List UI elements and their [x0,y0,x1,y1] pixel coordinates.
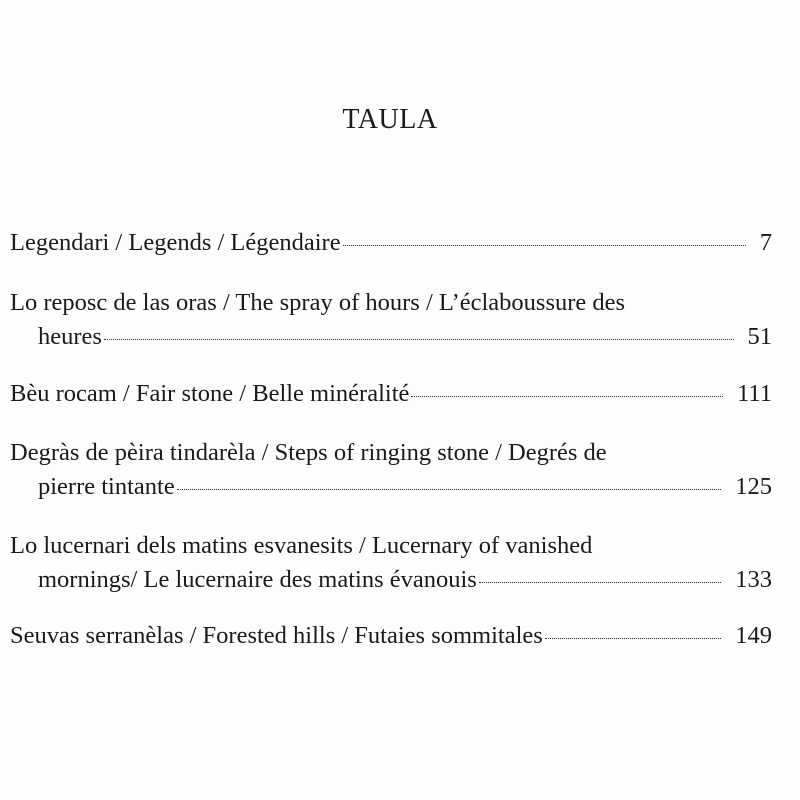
toc-entry-lo-reposc[interactable] [10,286,772,354]
toc-entry-seuvas[interactable] [10,619,772,653]
page-number: 111 [737,380,772,407]
entry-title: Degràs de pèira tindarèla / Steps of ringing stone / Degrés de [10,439,607,466]
dot-leader [545,638,721,639]
dot-leader [411,396,723,397]
dot-leader [177,489,722,490]
toc-entry-beu-rocam[interactable] [10,377,772,411]
page-title: TAULA [342,104,438,135]
toc-entry-legendari[interactable] [10,226,772,260]
toc-entry-degras[interactable] [10,436,772,504]
page-number: 51 [747,323,772,350]
entry-title-continued: pierre tintante [38,473,175,500]
toc-entry-lo-lucernari[interactable] [10,529,772,597]
page-number: 7 [759,229,772,256]
entry-title: Bèu rocam / Fair stone / Belle minéralité [10,380,410,407]
entry-title-continued: mornings/ Le lucernaire des matins évanouis [38,566,477,593]
dot-leader [343,245,746,246]
dot-leader [104,339,734,340]
entry-title-continued: heures [38,323,102,350]
entry-title: Lo reposc de las oras / The spray of hours / L’éclaboussure des [10,289,626,316]
page-number: 149 [735,622,772,649]
dot-leader [479,582,721,583]
entry-title: Legendari / Legends / Légendaire [10,229,341,256]
page-number: 125 [735,473,772,500]
entry-title: Seuvas serranèlas / Forested hills / Futaies sommitales [10,622,543,649]
page-number: 133 [735,566,772,593]
entry-title: Lo lucernari dels matins esvanesits / Lucernary of vanished [10,532,593,559]
